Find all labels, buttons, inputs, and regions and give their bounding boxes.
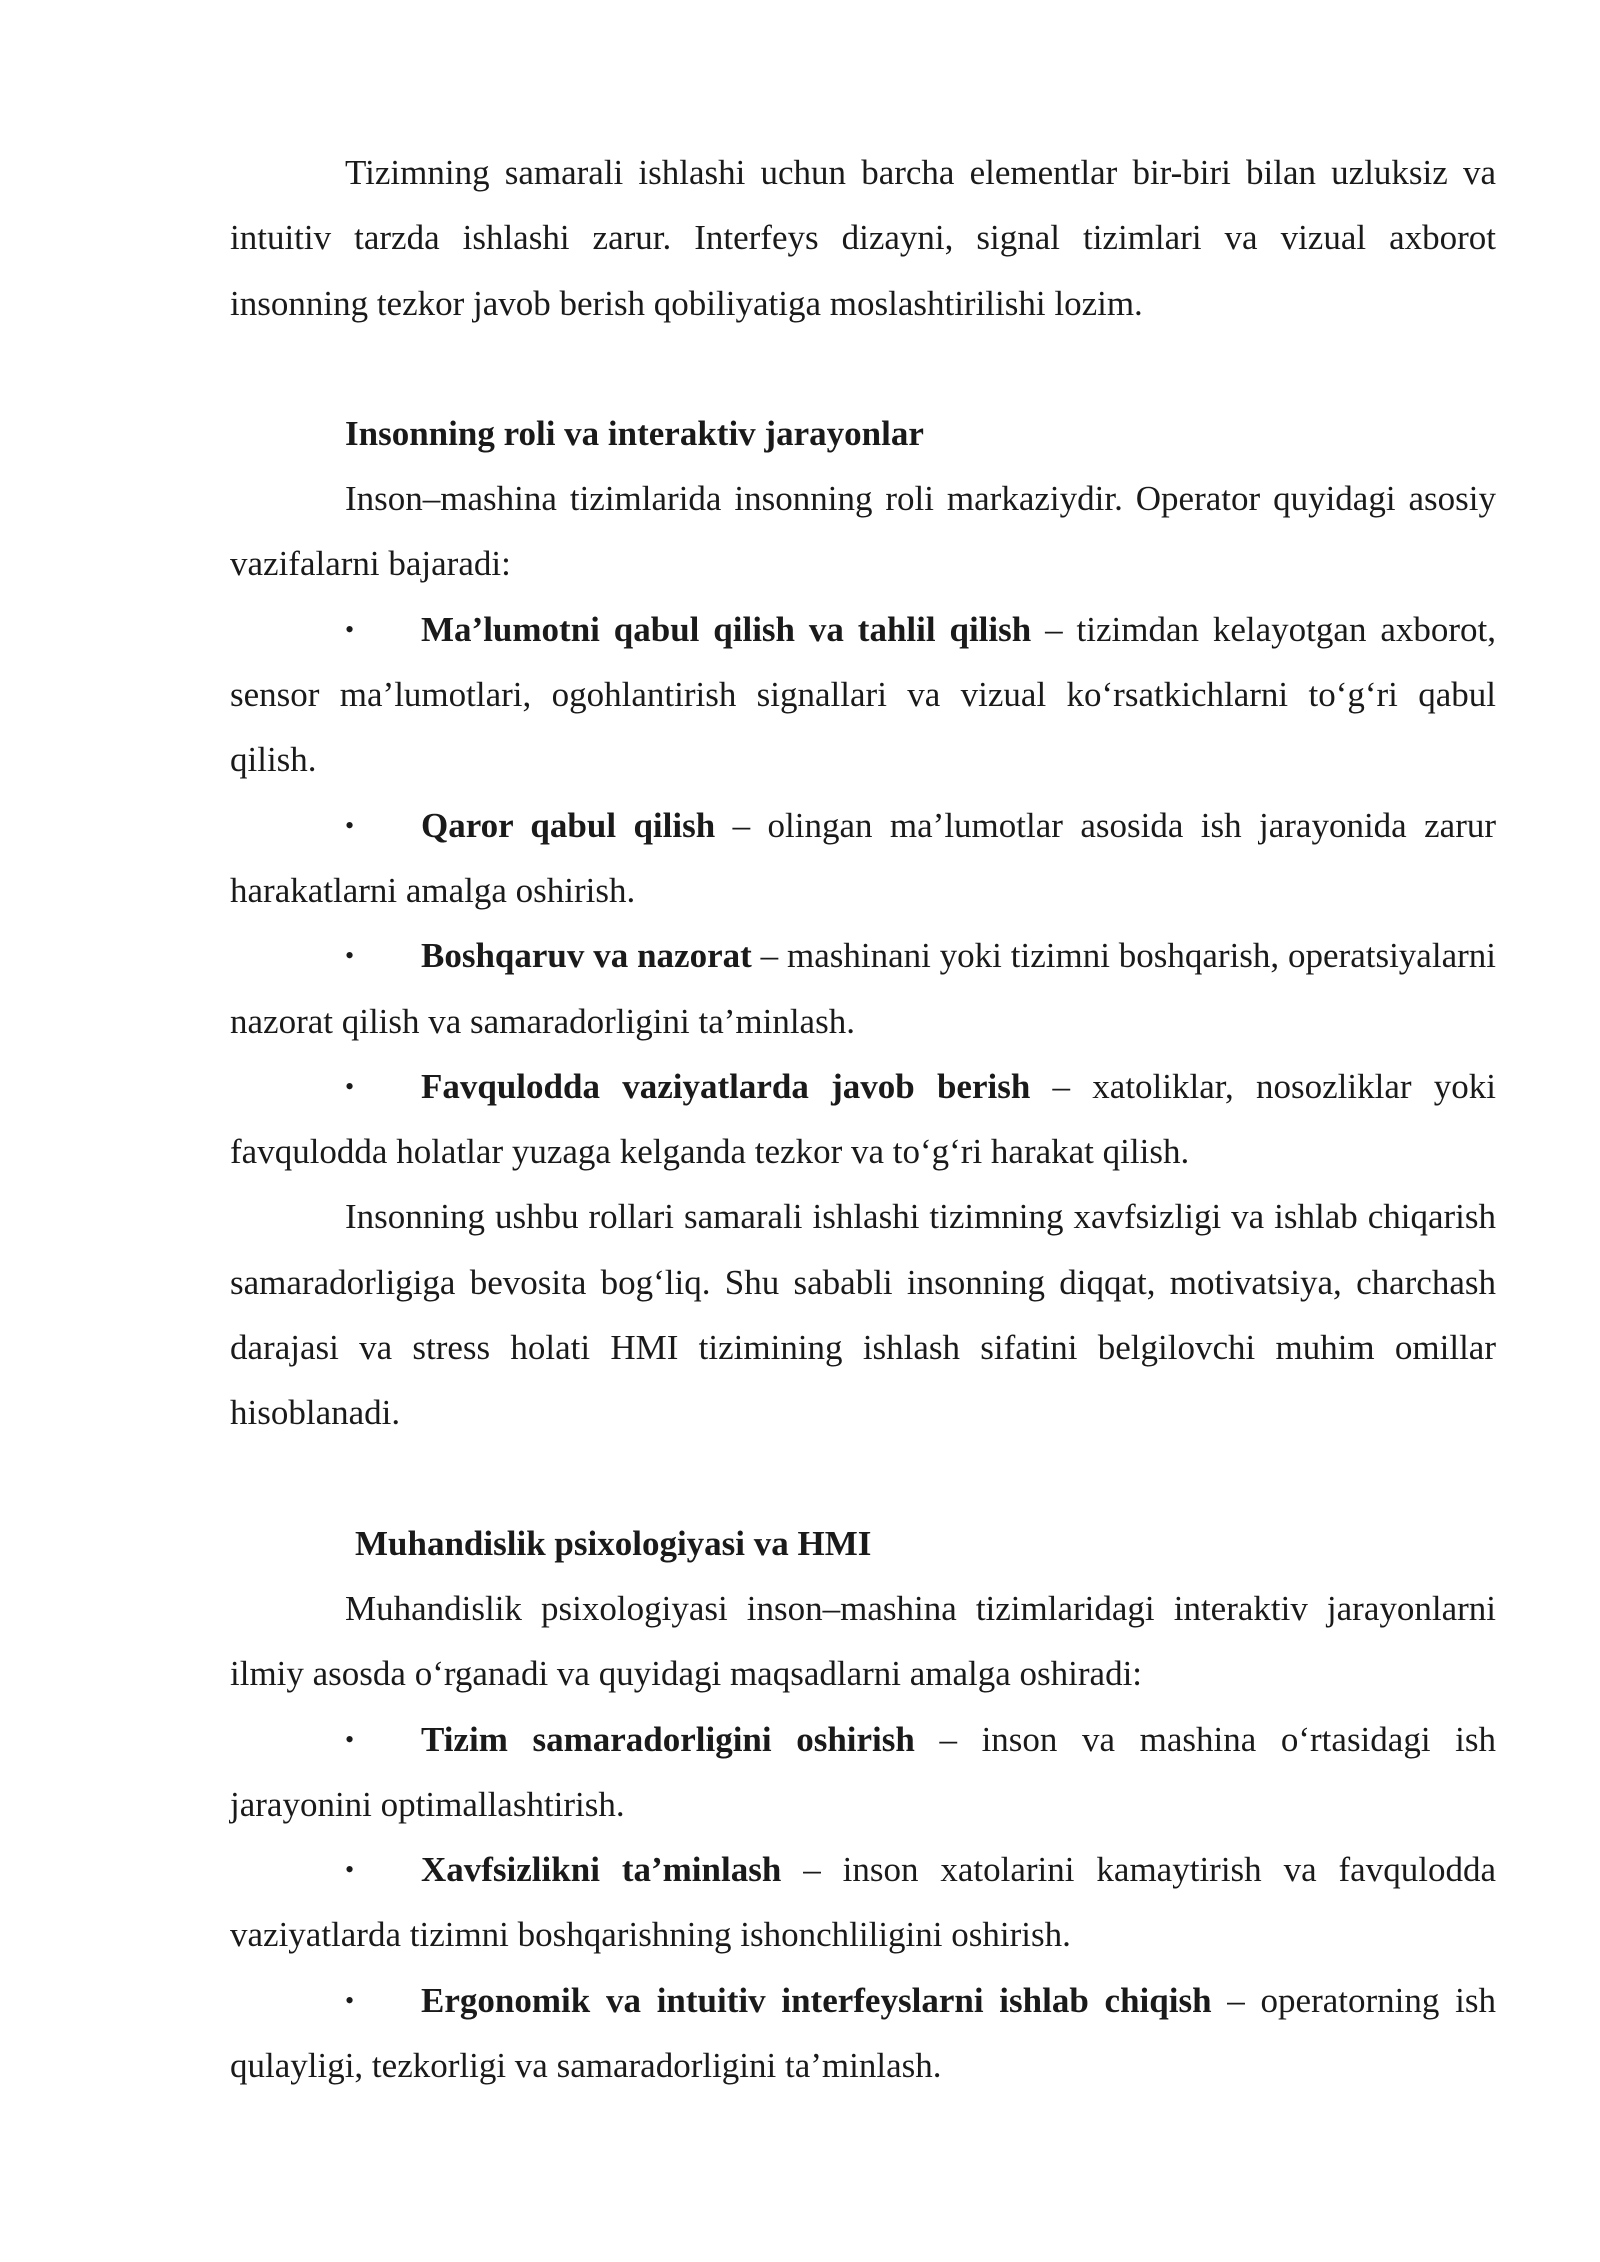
intro-paragraph: Tizimning samarali ishlashi uchun barcha elementlar bir-biri bilan uzluksiz va intuitiv tarzda ishlashi zarur. Interfeys dizayni, signal tizimlari va vizual axborot insonning tezkor javob berish qobiliyatiga moslashtirilishi lozim.: [230, 153, 1496, 323]
bullet-icon: •: [345, 1985, 355, 2015]
section-lead-role: Inson–mashina tizimlarida insonning roli markaziydir. Operator quyidagi asosiy vazifalarni bajaradi:: [230, 479, 1496, 584]
spacer: [230, 1446, 1496, 1511]
section-lead-psychology: Muhandislik psixologiyasi inson–mashina tizimlaridagi interaktiv jarayonlarni ilmiy asosda o‘rganadi va quyidagi maqsadlarni amalga oshiradi:: [230, 1588, 1496, 1694]
section-heading-role: Insonning roli va interaktiv jarayonlar: [345, 413, 924, 453]
list-item-term: Ma’lumotni qabul qilish va tahlil qilish: [421, 609, 1032, 649]
list-item: [230, 1054, 1496, 1185]
list-item-desc: – olingan ma’lumotlar asosida ish jarayonida zarur harakatlarni amalga oshirish.: [230, 805, 1497, 910]
list-item: [230, 793, 1496, 924]
list-item: [230, 1968, 1496, 2099]
list-item: [230, 597, 1496, 793]
list-item-term: Tizim samaradorligini oshirish: [421, 1719, 915, 1759]
list-item-term: Ergonomik va intuitiv interfeyslarni ishlab chiqish: [421, 1980, 1212, 2020]
bullet-icon: •: [345, 941, 355, 971]
section-heading-psychology: Muhandislik psixologiyasi va HMI: [355, 1523, 872, 1563]
list-item-desc: – inson va mashina o‘rtasidagi ish jarayonini optimallashtirish.: [230, 1719, 1496, 1824]
spacer: [230, 336, 1496, 401]
bullet-icon: •: [345, 810, 355, 840]
list-item-term: Qaror qabul qilish: [421, 805, 716, 845]
list-item: [230, 1837, 1496, 1968]
section-closing-role: Insonning ushbu rollari samarali ishlashi tizimning xavfsizligi va ishlab chiqarish samaradorligiga bevosita bog‘liq. Shu sababli insonning diqqat, motivatsiya, charchash darajasi va stress holati HMI tizimining ishlash sifatini belgilovchi muhim omillar hisoblanadi.: [230, 1197, 1496, 1433]
list-item-desc: – tizimdan kelayotgan axborot, sensor ma’lumotlari, ogohlantirish signallari va vizual ko‘rsatkichlarni to‘g‘ri qabul qilish.: [230, 609, 1496, 780]
bullet-icon: •: [345, 1724, 355, 1754]
list-item: [230, 923, 1496, 1054]
bullet-icon: •: [345, 614, 355, 644]
bullet-icon: •: [345, 1855, 355, 1885]
list-item-desc: – operatorning ish qulayligi, tezkorligi va samaradorligini ta’minlash.: [230, 1980, 1496, 2086]
list-item-term: Favqulodda vaziyatlarda javob berish: [421, 1066, 1031, 1106]
document-page: [230, 140, 1496, 2098]
bullet-icon: •: [345, 1071, 355, 1101]
list-item-desc: – mashinani yoki tizimni boshqarish, operatsiyalarni nazorat qilish va samaradorligini ta’minlash.: [230, 936, 1496, 1041]
list-item-term: Boshqaruv va nazorat: [421, 936, 752, 976]
list-item-desc: – inson xatolarini kamaytirish va favqulodda vaziyatlarda tizimni boshqarishning ishonchliligini oshirish.: [230, 1850, 1496, 1955]
list-item: [230, 1707, 1496, 1838]
list-item-term: Xavfsizlikni ta’minlash: [421, 1850, 782, 1890]
list-item-desc: – xatoliklar, nosozliklar yoki favqulodda holatlar yuzaga kelganda tezkor va to‘g‘ri harakat qilish.: [230, 1066, 1496, 1172]
